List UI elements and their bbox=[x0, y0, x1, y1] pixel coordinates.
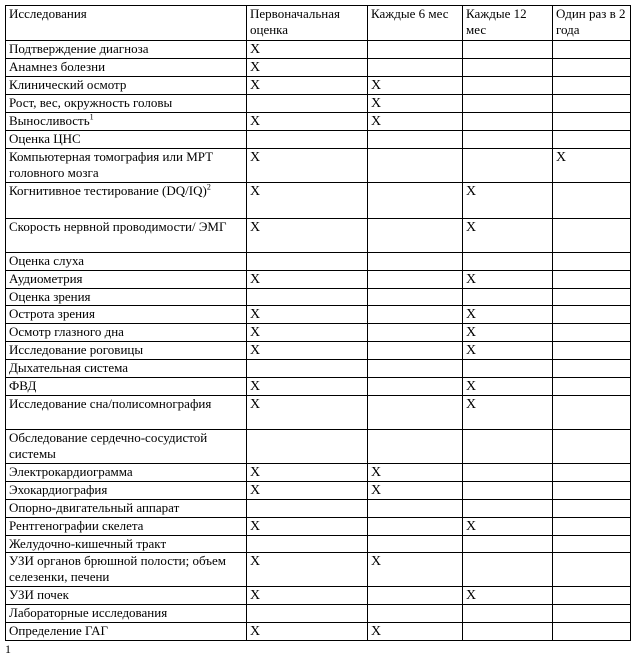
section-heading bbox=[6, 430, 247, 464]
mark-cell-12-months bbox=[463, 306, 553, 324]
mark-cell-2-years bbox=[553, 587, 631, 605]
mark-cell-initial bbox=[247, 430, 368, 464]
x-mark: X bbox=[250, 519, 261, 534]
row-label-text: Острота зрения bbox=[9, 306, 95, 321]
row-label bbox=[6, 324, 247, 342]
row-label-text: Эхокардиография bbox=[9, 482, 108, 497]
table-row bbox=[6, 324, 631, 342]
x-mark: X bbox=[371, 624, 382, 639]
row-label bbox=[6, 396, 247, 430]
mark-cell-initial bbox=[247, 605, 368, 623]
mark-cell-12-months bbox=[463, 553, 553, 587]
mark-cell-12-months bbox=[463, 41, 553, 59]
row-label bbox=[6, 306, 247, 324]
row-label bbox=[6, 623, 247, 641]
section-heading bbox=[6, 536, 247, 553]
section-heading bbox=[6, 131, 247, 149]
mark-cell-2-years bbox=[553, 605, 631, 623]
x-mark: X bbox=[371, 96, 382, 111]
mark-cell-2-years bbox=[553, 131, 631, 149]
table-row bbox=[6, 113, 631, 131]
x-mark: X bbox=[250, 397, 261, 412]
mark-cell-2-years bbox=[553, 378, 631, 396]
mark-cell-6-months bbox=[368, 518, 463, 536]
x-mark: X bbox=[371, 78, 382, 93]
mark-cell-12-months bbox=[463, 183, 553, 219]
row-label-text: УЗИ органов брюшной полости; объем селезенки, печени bbox=[9, 553, 227, 584]
mark-cell-12-months bbox=[463, 271, 553, 289]
mark-cell-initial bbox=[247, 342, 368, 360]
mark-cell-6-months bbox=[368, 149, 463, 183]
mark-cell-2-years bbox=[553, 306, 631, 324]
mark-cell-6-months bbox=[368, 113, 463, 131]
mark-cell-6-months bbox=[368, 536, 463, 553]
mark-cell-2-years bbox=[553, 183, 631, 219]
row-label bbox=[6, 41, 247, 59]
row-label-text: Дыхательная система bbox=[9, 360, 129, 375]
x-mark: X bbox=[250, 42, 261, 57]
mark-cell-initial bbox=[247, 95, 368, 113]
table-body bbox=[6, 6, 631, 641]
table-row bbox=[6, 77, 631, 95]
row-label-text: Лабораторные исследования bbox=[9, 605, 168, 620]
section-row bbox=[6, 500, 631, 518]
x-mark: X bbox=[250, 343, 261, 358]
header-row bbox=[6, 6, 631, 41]
mark-cell-initial bbox=[247, 289, 368, 306]
mark-cell-6-months bbox=[368, 324, 463, 342]
mark-cell-6-months bbox=[368, 219, 463, 253]
mark-cell-2-years bbox=[553, 500, 631, 518]
mark-cell-12-months bbox=[463, 95, 553, 113]
x-mark: X bbox=[466, 519, 477, 534]
mark-cell-12-months bbox=[463, 77, 553, 95]
mark-cell-6-months bbox=[368, 289, 463, 306]
x-mark: X bbox=[250, 184, 261, 199]
row-label-text: Оценка зрения bbox=[9, 289, 91, 304]
row-label-text: Клинический осмотр bbox=[9, 77, 127, 92]
table-row bbox=[6, 587, 631, 605]
x-mark: X bbox=[371, 483, 382, 498]
section-heading bbox=[6, 289, 247, 306]
mark-cell-initial bbox=[247, 360, 368, 378]
table-row bbox=[6, 306, 631, 324]
footnote-marker: 1 bbox=[5, 642, 11, 656]
x-mark: X bbox=[250, 379, 261, 394]
row-label bbox=[6, 113, 247, 131]
header-cell-initial: Первоначальная оценка bbox=[247, 6, 368, 41]
x-mark: X bbox=[556, 150, 567, 165]
section-row bbox=[6, 360, 631, 378]
row-label-text: Определение ГАГ bbox=[9, 623, 109, 638]
section-heading bbox=[6, 605, 247, 623]
mark-cell-initial bbox=[247, 131, 368, 149]
row-label bbox=[6, 464, 247, 482]
table-row bbox=[6, 183, 631, 219]
row-label-text: Исследование роговицы bbox=[9, 342, 144, 357]
section-heading bbox=[6, 360, 247, 378]
x-mark: X bbox=[466, 588, 477, 603]
mark-cell-2-years bbox=[553, 360, 631, 378]
mark-cell-6-months bbox=[368, 41, 463, 59]
x-mark: X bbox=[250, 220, 261, 235]
x-mark: X bbox=[250, 483, 261, 498]
mark-cell-12-months bbox=[463, 342, 553, 360]
mark-cell-initial bbox=[247, 271, 368, 289]
mark-cell-2-years bbox=[553, 342, 631, 360]
row-label-text: Когнитивное тестирование (DQ/IQ) bbox=[9, 183, 207, 198]
row-label bbox=[6, 77, 247, 95]
mark-cell-2-years bbox=[553, 482, 631, 500]
mark-cell-6-months bbox=[368, 95, 463, 113]
mark-cell-6-months bbox=[368, 271, 463, 289]
mark-cell-6-months bbox=[368, 553, 463, 587]
mark-cell-6-months bbox=[368, 605, 463, 623]
mark-cell-2-years bbox=[553, 271, 631, 289]
mark-cell-12-months bbox=[463, 219, 553, 253]
row-label bbox=[6, 518, 247, 536]
table-row bbox=[6, 378, 631, 396]
row-label-text: Электрокардиограмма bbox=[9, 464, 133, 479]
mark-cell-12-months bbox=[463, 253, 553, 271]
mark-cell-initial bbox=[247, 113, 368, 131]
mark-cell-12-months bbox=[463, 59, 553, 77]
mark-cell-12-months bbox=[463, 623, 553, 641]
mark-cell-6-months bbox=[368, 464, 463, 482]
mark-cell-2-years bbox=[553, 253, 631, 271]
row-label bbox=[6, 587, 247, 605]
row-label-text: Оценка слуха bbox=[9, 253, 85, 268]
row-label bbox=[6, 59, 247, 77]
row-label-text: Обследование сердечно-сосудистой системы bbox=[9, 430, 208, 461]
mark-cell-6-months bbox=[368, 430, 463, 464]
mark-cell-6-months bbox=[368, 253, 463, 271]
mark-cell-2-years bbox=[553, 289, 631, 306]
mark-cell-2-years bbox=[553, 430, 631, 464]
header-cell-6-months: Каждые 6 мес bbox=[368, 6, 463, 41]
row-label-text: УЗИ почек bbox=[9, 587, 69, 602]
row-label-text: Компьютерная томография или МРТ головного мозга bbox=[9, 149, 214, 180]
mark-cell-6-months bbox=[368, 342, 463, 360]
row-label bbox=[6, 183, 247, 219]
row-label bbox=[6, 342, 247, 360]
mark-cell-initial bbox=[247, 396, 368, 430]
mark-cell-initial bbox=[247, 77, 368, 95]
x-mark: X bbox=[466, 343, 477, 358]
mark-cell-12-months bbox=[463, 430, 553, 464]
x-mark: X bbox=[466, 379, 477, 394]
row-label-text: Рост, вес, окружность головы bbox=[9, 95, 173, 110]
header-cell-studies: Исследования bbox=[6, 6, 247, 41]
mark-cell-2-years bbox=[553, 95, 631, 113]
examination-schedule-table bbox=[5, 5, 631, 641]
x-mark: X bbox=[466, 220, 477, 235]
mark-cell-initial bbox=[247, 378, 368, 396]
mark-cell-initial bbox=[247, 518, 368, 536]
x-mark: X bbox=[371, 114, 382, 129]
table-row bbox=[6, 464, 631, 482]
mark-cell-2-years bbox=[553, 77, 631, 95]
mark-cell-initial bbox=[247, 219, 368, 253]
mark-cell-6-months bbox=[368, 623, 463, 641]
row-label-text: Подтверждение диагноза bbox=[9, 41, 149, 56]
row-label-text: Анамнез болезни bbox=[9, 59, 106, 74]
mark-cell-initial bbox=[247, 306, 368, 324]
x-mark: X bbox=[371, 554, 382, 569]
section-row bbox=[6, 289, 631, 306]
mark-cell-6-months bbox=[368, 378, 463, 396]
mark-cell-12-months bbox=[463, 378, 553, 396]
x-mark: X bbox=[466, 184, 477, 199]
mark-cell-initial bbox=[247, 587, 368, 605]
row-label-text: Опорно-двигательный аппарат bbox=[9, 500, 180, 515]
mark-cell-initial bbox=[247, 324, 368, 342]
footnote-reference: 1 bbox=[89, 112, 94, 122]
mark-cell-2-years bbox=[553, 113, 631, 131]
mark-cell-12-months bbox=[463, 113, 553, 131]
row-label-text: Рентгенографии скелета bbox=[9, 518, 144, 533]
x-mark: X bbox=[466, 272, 477, 287]
row-label bbox=[6, 219, 247, 253]
mark-cell-12-months bbox=[463, 605, 553, 623]
mark-cell-2-years bbox=[553, 59, 631, 77]
section-row bbox=[6, 605, 631, 623]
mark-cell-12-months bbox=[463, 464, 553, 482]
mark-cell-initial bbox=[247, 536, 368, 553]
mark-cell-12-months bbox=[463, 289, 553, 306]
mark-cell-2-years bbox=[553, 149, 631, 183]
mark-cell-initial bbox=[247, 149, 368, 183]
row-label bbox=[6, 271, 247, 289]
section-row bbox=[6, 430, 631, 464]
x-mark: X bbox=[371, 465, 382, 480]
x-mark: X bbox=[250, 114, 261, 129]
mark-cell-6-months bbox=[368, 500, 463, 518]
mark-cell-initial bbox=[247, 482, 368, 500]
section-row bbox=[6, 131, 631, 149]
section-heading bbox=[6, 500, 247, 518]
mark-cell-initial bbox=[247, 183, 368, 219]
x-mark: X bbox=[250, 588, 261, 603]
table-row bbox=[6, 271, 631, 289]
table-row bbox=[6, 396, 631, 430]
table-row bbox=[6, 59, 631, 77]
mark-cell-2-years bbox=[553, 396, 631, 430]
mark-cell-initial bbox=[247, 59, 368, 77]
mark-cell-12-months bbox=[463, 131, 553, 149]
section-heading bbox=[6, 253, 247, 271]
table-row bbox=[6, 95, 631, 113]
mark-cell-12-months bbox=[463, 587, 553, 605]
mark-cell-initial bbox=[247, 623, 368, 641]
header-cell-2-years: Один раз в 2 года bbox=[553, 6, 631, 41]
mark-cell-2-years bbox=[553, 219, 631, 253]
row-label bbox=[6, 482, 247, 500]
mark-cell-6-months bbox=[368, 360, 463, 378]
mark-cell-6-months bbox=[368, 77, 463, 95]
row-label-text: Аудиометрия bbox=[9, 271, 83, 286]
row-label bbox=[6, 553, 247, 587]
table-row bbox=[6, 553, 631, 587]
mark-cell-initial bbox=[247, 41, 368, 59]
x-mark: X bbox=[250, 272, 261, 287]
mark-cell-2-years bbox=[553, 536, 631, 553]
mark-cell-12-months bbox=[463, 360, 553, 378]
mark-cell-6-months bbox=[368, 59, 463, 77]
x-mark: X bbox=[250, 307, 261, 322]
mark-cell-initial bbox=[247, 253, 368, 271]
mark-cell-12-months bbox=[463, 396, 553, 430]
x-mark: X bbox=[250, 150, 261, 165]
mark-cell-2-years bbox=[553, 41, 631, 59]
row-label-text: Желудочно-кишечный тракт bbox=[9, 536, 167, 551]
mark-cell-2-years bbox=[553, 518, 631, 536]
header-cell-12-months: Каждые 12 мес bbox=[463, 6, 553, 41]
x-mark: X bbox=[466, 325, 477, 340]
mark-cell-12-months bbox=[463, 149, 553, 183]
mark-cell-6-months bbox=[368, 587, 463, 605]
row-label-text: Выносливость bbox=[9, 113, 90, 128]
mark-cell-12-months bbox=[463, 518, 553, 536]
x-mark: X bbox=[466, 397, 477, 412]
table-row bbox=[6, 149, 631, 183]
table-row bbox=[6, 219, 631, 253]
table-row bbox=[6, 41, 631, 59]
mark-cell-12-months bbox=[463, 500, 553, 518]
row-label bbox=[6, 378, 247, 396]
mark-cell-12-months bbox=[463, 536, 553, 553]
mark-cell-initial bbox=[247, 553, 368, 587]
section-row bbox=[6, 253, 631, 271]
mark-cell-6-months bbox=[368, 306, 463, 324]
x-mark: X bbox=[250, 624, 261, 639]
row-label-text: Оценка ЦНС bbox=[9, 131, 81, 146]
mark-cell-12-months bbox=[463, 324, 553, 342]
table-row bbox=[6, 342, 631, 360]
mark-cell-6-months bbox=[368, 482, 463, 500]
mark-cell-6-months bbox=[368, 183, 463, 219]
mark-cell-12-months bbox=[463, 482, 553, 500]
mark-cell-2-years bbox=[553, 464, 631, 482]
x-mark: X bbox=[466, 307, 477, 322]
row-label bbox=[6, 95, 247, 113]
mark-cell-initial bbox=[247, 500, 368, 518]
footnote-reference: 2 bbox=[206, 182, 211, 192]
mark-cell-2-years bbox=[553, 623, 631, 641]
mark-cell-2-years bbox=[553, 553, 631, 587]
row-label-text: Осмотр глазного дна bbox=[9, 324, 124, 339]
mark-cell-2-years bbox=[553, 324, 631, 342]
row-label-text: ФВД bbox=[9, 378, 37, 393]
row-label-text: Скорость нервной проводимости/ ЭМГ bbox=[9, 219, 227, 234]
table-row bbox=[6, 482, 631, 500]
mark-cell-6-months bbox=[368, 396, 463, 430]
mark-cell-initial bbox=[247, 464, 368, 482]
row-label bbox=[6, 149, 247, 183]
table-row bbox=[6, 518, 631, 536]
mark-cell-6-months bbox=[368, 131, 463, 149]
x-mark: X bbox=[250, 554, 261, 569]
section-row bbox=[6, 536, 631, 553]
x-mark: X bbox=[250, 60, 261, 75]
x-mark: X bbox=[250, 325, 261, 340]
x-mark: X bbox=[250, 78, 261, 93]
x-mark: X bbox=[250, 465, 261, 480]
table-row bbox=[6, 623, 631, 641]
row-label-text: Исследование сна/полисомнография bbox=[9, 396, 212, 411]
